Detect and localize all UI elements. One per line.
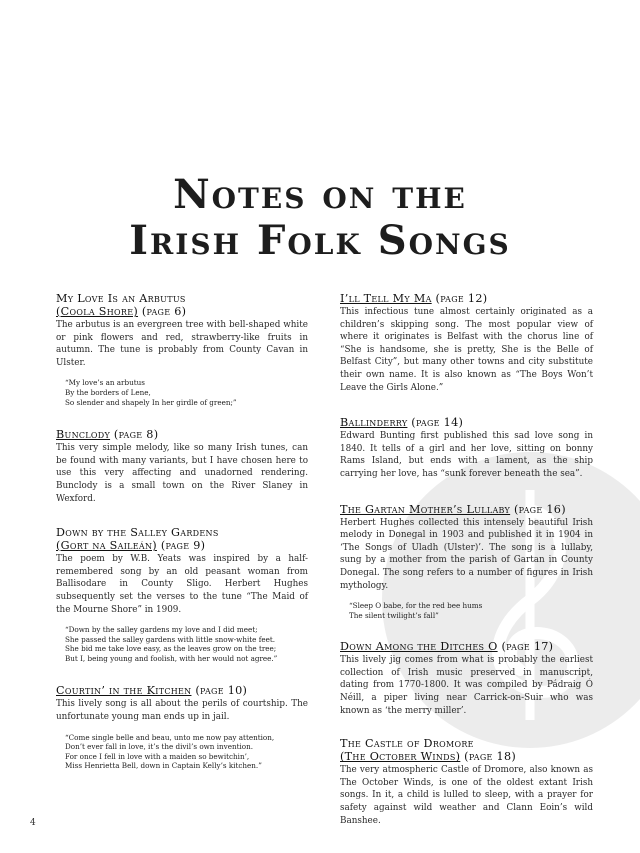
- song-heading: [56, 684, 308, 697]
- verse-line: Don’t ever fall in love, it’s the divil’s own invention.: [65, 742, 254, 752]
- verse-line: But I, being young and foolish, with her would not agree.”: [65, 653, 278, 663]
- song-entry: [56, 428, 308, 505]
- song-page-ref: (page 6): [138, 305, 187, 318]
- left-column: [56, 292, 308, 784]
- song-heading: [340, 292, 593, 305]
- song-heading: [56, 292, 308, 318]
- song-entry: [340, 503, 593, 621]
- song-title: Down by the Salley Gardens: [56, 526, 219, 540]
- verse-line: “Down by the salley gardens my love and I did meet;: [65, 625, 258, 635]
- song-description: This lively jig comes from what is probably the earliest collection of Irish music preserved in manuscript, dating from 1770-1800. It was compiled by Pádraig Ó Néill, a piper living near Carrick-on-Suir who was known as ‘the merry miller’.: [340, 655, 593, 716]
- verse-line: “My love’s an arbutus: [65, 378, 145, 388]
- song-heading: [56, 526, 308, 552]
- song-page-ref: (page 14): [407, 416, 464, 430]
- song-title: Down Among the Ditches O: [340, 640, 498, 654]
- song-description: The arbutus is an evergreen tree with bell-shaped white or pink flowers and red, strawberry-like fruits in autumn. The tune is probably from County Cavan in Ulster.: [56, 320, 308, 368]
- song-verse: [349, 601, 593, 620]
- song-entry: [340, 640, 593, 717]
- title-line-2: Irish Folk Songs: [129, 217, 511, 264]
- song-subtitle: (The October Winds): [340, 750, 461, 764]
- title-line-1: Notes on the: [173, 171, 467, 218]
- song-heading: [56, 428, 308, 441]
- song-title: My Love Is an Arbutus: [56, 292, 186, 305]
- verse-line: For once I fell in love with a maiden so bewitchin’,: [65, 751, 250, 761]
- song-entry: [56, 526, 308, 663]
- song-entry: [340, 737, 593, 827]
- verse-line: The silent twilight’s fall”: [349, 610, 439, 620]
- song-page-ref: (page 17): [497, 640, 554, 654]
- song-heading: [340, 503, 593, 516]
- song-page-ref: (page 18): [460, 750, 517, 764]
- song-description: The very atmospheric Castle of Dromore, also known as The October Winds, is one of the oldest extant Irish songs. In it, a child is lulled to sleep, with a prayer for safety against wild weather and Clann Eoin’s wild Banshee.: [340, 765, 593, 826]
- song-page-ref: (page 10): [191, 684, 248, 698]
- verse-line: Miss Henrietta Bell, down in Captain Kelly’s kitchen.”: [65, 761, 262, 771]
- song-description: This very simple melody, like so many Irish tunes, can be found with many variants, but I have chosen here to use this very affecting and unadorned rendering. Bunclody is a small town on the River Slaney in Wexford.: [56, 443, 308, 504]
- page-title: [0, 172, 640, 264]
- verse-line: “Sleep O babe, for the red bee hums: [349, 601, 483, 611]
- song-verse: [65, 733, 308, 771]
- song-entry: [56, 684, 308, 771]
- song-page-ref: (page 8): [110, 428, 159, 442]
- song-entry: [56, 292, 308, 407]
- verse-line: She passed the salley gardens with little snow-white feet.: [65, 634, 276, 644]
- song-entry: [340, 416, 593, 480]
- verse-line: She bid me take love easy, as the leaves grow on the tree;: [65, 644, 277, 654]
- verse-line: “Come single belle and beau, unto me now pay attention,: [65, 732, 275, 742]
- song-verse: [65, 625, 308, 663]
- song-verse: [65, 378, 308, 407]
- song-subtitle: (Coola Shore): [56, 305, 139, 318]
- song-page-ref: (page 12): [431, 292, 488, 305]
- page-number: 4: [30, 818, 36, 828]
- song-title: Courtin’ in the Kitchen: [56, 684, 192, 698]
- song-heading: [340, 416, 593, 429]
- verse-line: So slender and shapely In her girdle of green;”: [65, 397, 237, 407]
- song-heading: [340, 640, 593, 653]
- song-description: This infectious tune almost certainly originated as a children’s skipping song. The most popular view of where it originates is Belfast with the chorus line of “She is handsome, she is pretty, She is the Belle of Belfast City”, but many other towns and city substitute their own name. It is also known as “The Boys Won’t Leave the Girls Alone.”: [340, 307, 593, 393]
- song-title: Ballinderry: [340, 416, 408, 430]
- song-title: Bunclody: [56, 428, 111, 442]
- song-subtitle: (Gort na Saileán): [56, 539, 157, 553]
- song-description: The poem by W.B. Yeats was inspired by a half-remembered song by an old peasant woman from Ballisodare in County Sligo. Herbert Hughes subsequently set the verses to the tune “The Maid of the Mourne Shore” in 1909.: [56, 554, 308, 615]
- song-entry: [340, 292, 593, 394]
- song-title: The Castle of Dromore: [340, 737, 474, 751]
- right-column: [340, 292, 593, 840]
- song-description: Edward Bunting first published this sad love song in 1840. It tells of a girl and her love, sitting on bonny Rams Island, but ends with a lament, as the ship carrying her love, has “sunk forever beneath the sea”.: [340, 431, 593, 479]
- song-page-ref: (page 9): [156, 539, 206, 553]
- song-heading: [340, 737, 593, 763]
- verse-line: By the borders of Lene,: [65, 387, 151, 397]
- song-page-ref: (page 16): [510, 502, 566, 516]
- song-title: The Gartan Mother’s Lullaby: [340, 502, 511, 516]
- song-title: I’ll Tell My Ma: [340, 292, 432, 305]
- song-description: This lively song is all about the perils of courtship. The unfortunate young man ends up in jail.: [56, 699, 308, 723]
- song-description: Herbert Hughes collected this intensely beautiful Irish melody in Donegal in 1903 and published it in 1904 in ‘The Songs of Uladh (Ulster)’. The song is a lullaby, sung by a mother from the parish of Gartan in County Donegal. The song refers to a number of figures in Irish mythology.: [340, 517, 593, 591]
